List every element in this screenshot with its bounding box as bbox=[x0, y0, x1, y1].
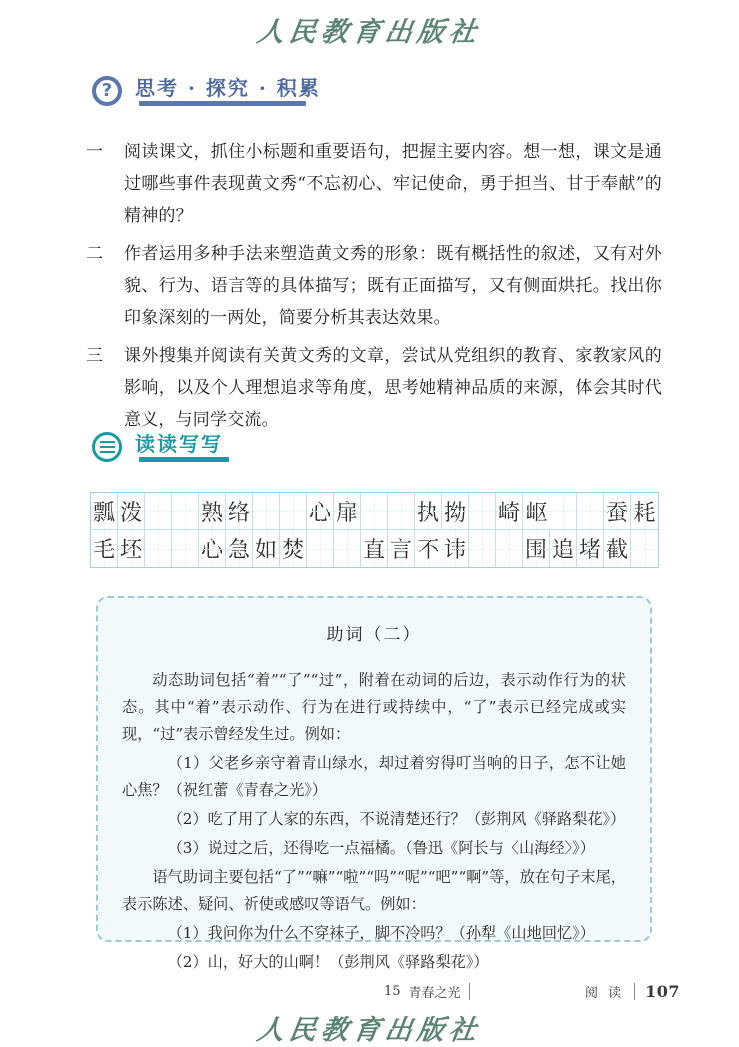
grid-cell: 不 bbox=[415, 530, 442, 567]
grid-cell bbox=[145, 493, 172, 530]
info-box-body bbox=[122, 667, 626, 976]
grid-cell: 蚕 bbox=[604, 493, 631, 530]
grid-cell: 拗 bbox=[442, 493, 469, 530]
section-title-reading-writing: 读读写写 bbox=[135, 431, 223, 456]
grid-cell: 岖 bbox=[523, 493, 550, 530]
grid-cell: 言 bbox=[388, 530, 415, 567]
info-box-title: 助词（二） bbox=[326, 625, 422, 645]
grammar-info-box bbox=[96, 596, 652, 971]
info-paragraph: 动态助词包括“着”“了”“过”，附着在动词的后边，表示动作行为的状态。其中“着”表示动作、行为在进行或持续中，“了”表示已经完成或实现，“过”表示曾经发生过。例如： bbox=[122, 671, 626, 743]
grid-cell: 心 bbox=[199, 530, 226, 567]
grid-cell bbox=[496, 530, 523, 567]
section-header-questions bbox=[92, 76, 321, 106]
section-underline bbox=[139, 457, 229, 462]
grid-cell: 扉 bbox=[334, 493, 361, 530]
grid-cell: 截 bbox=[604, 530, 631, 567]
question-text: 阅读课文，抓住小标题和重要语句，把握主要内容。想一想，课文是通过哪些事件表现黄文秀“不忘初心、牢记使命，勇于担当、甘于奉献”的精神的？ bbox=[124, 142, 662, 226]
page-footer bbox=[0, 982, 739, 1002]
footer-lesson-title: 青春之光 bbox=[408, 986, 461, 1001]
grid-cell: 络 bbox=[226, 493, 253, 530]
grid-cell: 心 bbox=[307, 493, 334, 530]
question-number: 二 bbox=[86, 244, 104, 264]
question-item bbox=[86, 136, 662, 232]
grid-cell: 围 bbox=[523, 530, 550, 567]
section-underline bbox=[139, 101, 306, 106]
grid-cell bbox=[172, 493, 199, 530]
grid-cell bbox=[145, 530, 172, 567]
publisher-mark-top: 人民教育出版社 bbox=[254, 17, 484, 48]
footer-divider bbox=[469, 983, 470, 1000]
question-mark-icon: ? bbox=[92, 76, 122, 106]
section-header-reading-writing bbox=[92, 432, 223, 462]
grid-cell: 坯 bbox=[118, 530, 145, 567]
footer-lesson-number: 15 bbox=[384, 984, 401, 999]
footer-unit-label: 阅 读 bbox=[585, 986, 625, 1001]
grid-cell: 瓢 bbox=[91, 493, 118, 530]
grid-cell: 焚 bbox=[280, 530, 307, 567]
grid-cell bbox=[631, 530, 658, 567]
info-example-line: （3）说过之后，还得吃一点福橘。（鲁迅《阿长与〈山海经〉》） bbox=[167, 839, 595, 857]
section-title-questions: 思考 · 探究 · 积累 bbox=[135, 75, 321, 100]
grid-cell: 讳 bbox=[442, 530, 469, 567]
info-example-line: （2）吃了用了人家的东西，不说清楚还行？（彭荆风《驿路梨花》） bbox=[167, 810, 626, 828]
footer-divider bbox=[634, 983, 635, 1000]
question-number: 一 bbox=[86, 142, 104, 162]
grid-cell bbox=[361, 493, 388, 530]
page-number: 107 bbox=[645, 982, 681, 1001]
grid-cell bbox=[253, 493, 280, 530]
question-list bbox=[86, 136, 662, 442]
grid-cell bbox=[469, 530, 496, 567]
grid-cell: 熟 bbox=[199, 493, 226, 530]
grid-cell: 堵 bbox=[577, 530, 604, 567]
grid-cell: 如 bbox=[253, 530, 280, 567]
grid-cell bbox=[334, 530, 361, 567]
question-text: 课外搜集并阅读有关黄文秀的文章，尝试从党组织的教育、家教家风的影响，以及个人理想追求等角度，思考她精神品质的来源，体会其时代意义，与同学交流。 bbox=[124, 346, 662, 430]
info-example-line: （1）父老乡亲守着青山绿水，却过着穷得叮当响的日子，怎不让她心焦？（祝红蕾《青春之光》） bbox=[122, 754, 626, 799]
grid-cell bbox=[388, 493, 415, 530]
grid-cell: 泼 bbox=[118, 493, 145, 530]
grid-cell bbox=[280, 493, 307, 530]
question-number: 三 bbox=[86, 346, 104, 366]
grid-cell bbox=[172, 530, 199, 567]
grid-cell: 毛 bbox=[91, 530, 118, 567]
info-example-line: （2）山，好大的山啊！（彭荆风《驿路梨花》） bbox=[167, 953, 489, 971]
grid-cell: 执 bbox=[415, 493, 442, 530]
question-text: 作者运用多种手法来塑造黄文秀的形象：既有概括性的叙述，又有对外貌、行为、语言等的具体描写；既有正面描写，又有侧面烘托。找出你印象深刻的一两处，简要分析其表达效果。 bbox=[124, 244, 662, 328]
section-title-wrap bbox=[135, 77, 321, 106]
info-paragraph: 语气助词主要包括“了”“嘛”“啦”“吗”“呢”“吧”“啊”等，放在句子末尾，表示陈述、疑问、祈使或感叹等语气。例如： bbox=[122, 868, 626, 913]
grid-cell: 急 bbox=[226, 530, 253, 567]
grid-cell bbox=[469, 493, 496, 530]
grid-cell bbox=[550, 493, 577, 530]
section-title-wrap bbox=[135, 433, 223, 462]
question-item bbox=[86, 238, 662, 334]
grid-cell: 崎 bbox=[496, 493, 523, 530]
character-practice-grid bbox=[90, 492, 659, 568]
grid-cell: 直 bbox=[361, 530, 388, 567]
grid-cell bbox=[307, 530, 334, 567]
publisher-mark-bottom: 人民教育出版社 bbox=[254, 1015, 484, 1046]
info-example-line: （1）我问你为什么不穿袜子，脚不冷吗？（孙犁《山地回忆》） bbox=[167, 924, 595, 942]
footer-unit bbox=[585, 982, 680, 1001]
grid-cell bbox=[577, 493, 604, 530]
list-lines-icon bbox=[92, 432, 122, 462]
question-item bbox=[86, 340, 662, 436]
footer-lesson bbox=[384, 982, 470, 1001]
grid-cell: 追 bbox=[550, 530, 577, 567]
grid-cell: 耗 bbox=[631, 493, 658, 530]
